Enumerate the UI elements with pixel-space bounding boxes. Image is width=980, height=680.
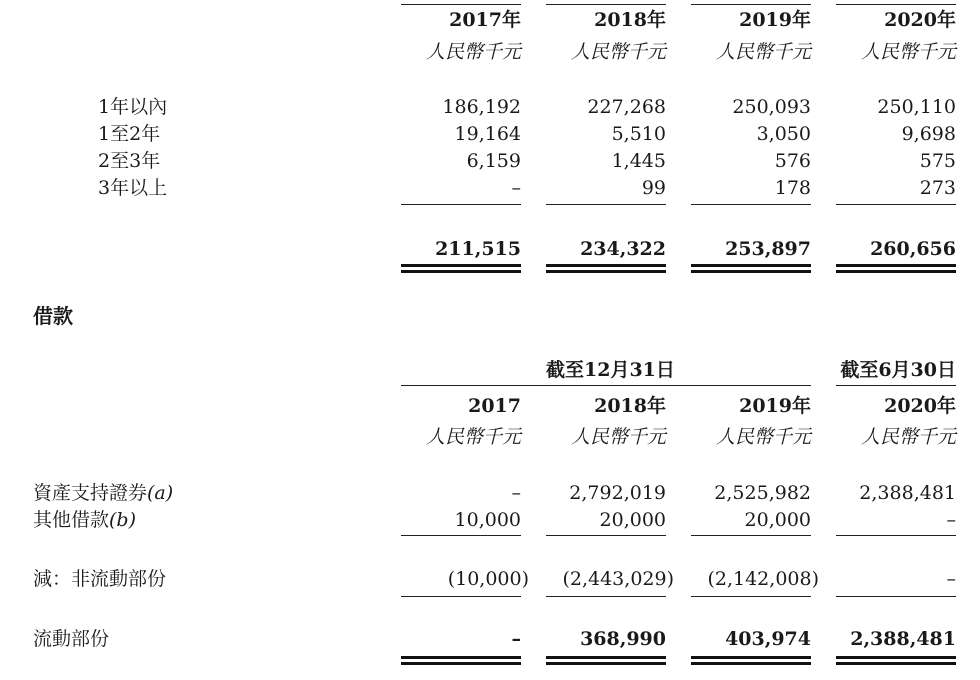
column-header-year: 2020年 — [884, 9, 956, 31]
column-header-year: 2019年 — [739, 395, 811, 417]
column-header-year: 2017 — [468, 395, 521, 417]
table-cell: (10,000) — [447, 568, 529, 590]
table-cell: – — [511, 482, 521, 504]
column-unit: 人民幣千元 — [425, 41, 521, 63]
table-cell: 2,388,481 — [859, 482, 956, 504]
header-rule — [836, 4, 956, 5]
group-header-dec31: 截至12月31日 — [546, 359, 675, 381]
note-ref: (a) — [147, 482, 174, 504]
table-cell: 20,000 — [599, 509, 666, 531]
subtotal-rule — [546, 204, 666, 205]
total-double-rule — [546, 270, 666, 273]
subtotal-rule — [401, 596, 521, 597]
subtotal-rule — [401, 204, 521, 205]
row-label-text: 其他借款 — [33, 509, 110, 531]
row-label: 1至2年 — [98, 123, 161, 145]
total-double-rule — [836, 270, 956, 273]
subtotal-rule — [691, 596, 811, 597]
column-unit: 人民幣千元 — [570, 41, 666, 63]
row-label-abs — [33, 481, 173, 505]
total-double-rule — [691, 662, 811, 665]
total-cell: 260,656 — [870, 238, 956, 260]
total-cell: 368,990 — [580, 628, 666, 650]
row-label-other — [33, 508, 136, 532]
table-cell: 2,525,982 — [714, 482, 811, 504]
subtotal-rule — [691, 204, 811, 205]
column-unit: 人民幣千元 — [715, 426, 811, 448]
header-rule — [401, 4, 521, 5]
table-cell: 227,268 — [587, 96, 666, 118]
table-cell: 6,159 — [466, 150, 521, 172]
table-cell: 5,510 — [611, 123, 666, 145]
table-cell: 3,050 — [756, 123, 811, 145]
table-cell: (2,443,029) — [562, 568, 674, 590]
table-cell: 1,445 — [611, 150, 666, 172]
subtotal-rule — [836, 204, 956, 205]
total-double-rule — [691, 656, 811, 659]
total-double-rule — [401, 264, 521, 267]
column-header-year: 2018年 — [594, 9, 666, 31]
total-double-rule — [836, 662, 956, 665]
table-cell: 273 — [919, 177, 956, 199]
column-unit: 人民幣千元 — [860, 41, 956, 63]
table-cell: (2,142,008) — [707, 568, 819, 590]
total-double-rule — [691, 264, 811, 267]
subtotal-rule — [546, 596, 666, 597]
total-double-rule — [401, 270, 521, 273]
column-unit: 人民幣千元 — [860, 426, 956, 448]
header-rule — [691, 4, 811, 5]
row-label-text: 資產支持證券 — [33, 482, 148, 504]
table-cell: 250,110 — [877, 96, 956, 118]
column-unit: 人民幣千元 — [570, 426, 666, 448]
table-cell: 576 — [774, 150, 811, 172]
total-double-rule — [546, 662, 666, 665]
total-double-rule — [546, 656, 666, 659]
column-header-year: 2017年 — [449, 9, 521, 31]
total-cell: 403,974 — [725, 628, 811, 650]
table-cell: 20,000 — [744, 509, 811, 531]
section-title-borrowings: 借款 — [33, 304, 73, 328]
table-cell: 99 — [641, 177, 666, 199]
table-cell: – — [946, 509, 956, 531]
column-header-year: 2018年 — [594, 395, 666, 417]
table-cell: 250,093 — [732, 96, 811, 118]
column-header-year: 2020年 — [884, 395, 956, 417]
total-double-rule — [546, 264, 666, 267]
column-unit: 人民幣千元 — [715, 41, 811, 63]
total-double-rule — [691, 270, 811, 273]
subtotal-rule — [401, 535, 521, 536]
total-cell: 253,897 — [725, 238, 811, 260]
row-label-less-noncurrent: 減：非流動部份 — [33, 568, 167, 590]
total-cell: 211,515 — [435, 238, 521, 260]
header-rule — [546, 4, 666, 5]
table-cell: 10,000 — [454, 509, 521, 531]
table-cell: 178 — [774, 177, 811, 199]
note-ref: (b) — [109, 509, 137, 531]
total-cell: 2,388,481 — [850, 628, 956, 650]
total-cell: – — [511, 628, 521, 650]
subtotal-rule — [546, 535, 666, 536]
table-cell: 575 — [919, 150, 956, 172]
total-double-rule — [836, 656, 956, 659]
column-header-year: 2019年 — [739, 9, 811, 31]
group-header-jun30: 截至6月30日 — [840, 359, 956, 381]
row-label-current: 流動部份 — [33, 628, 110, 650]
column-unit: 人民幣千元 — [425, 426, 521, 448]
total-double-rule — [836, 264, 956, 267]
group-header-rule — [836, 385, 956, 386]
table-cell: – — [511, 177, 521, 199]
row-label: 3年以上 — [98, 177, 168, 199]
total-double-rule — [401, 662, 521, 665]
table-cell: 2,792,019 — [569, 482, 666, 504]
table-cell: 186,192 — [442, 96, 521, 118]
group-header-rule — [401, 385, 811, 386]
total-double-rule — [401, 656, 521, 659]
total-cell: 234,322 — [580, 238, 666, 260]
subtotal-rule — [691, 535, 811, 536]
row-label: 1年以內 — [98, 96, 168, 118]
subtotal-rule — [836, 596, 956, 597]
row-label: 2至3年 — [98, 150, 161, 172]
table-cell: 19,164 — [454, 123, 521, 145]
table-cell: – — [946, 568, 956, 590]
table-cell: 9,698 — [901, 123, 956, 145]
subtotal-rule — [836, 535, 956, 536]
